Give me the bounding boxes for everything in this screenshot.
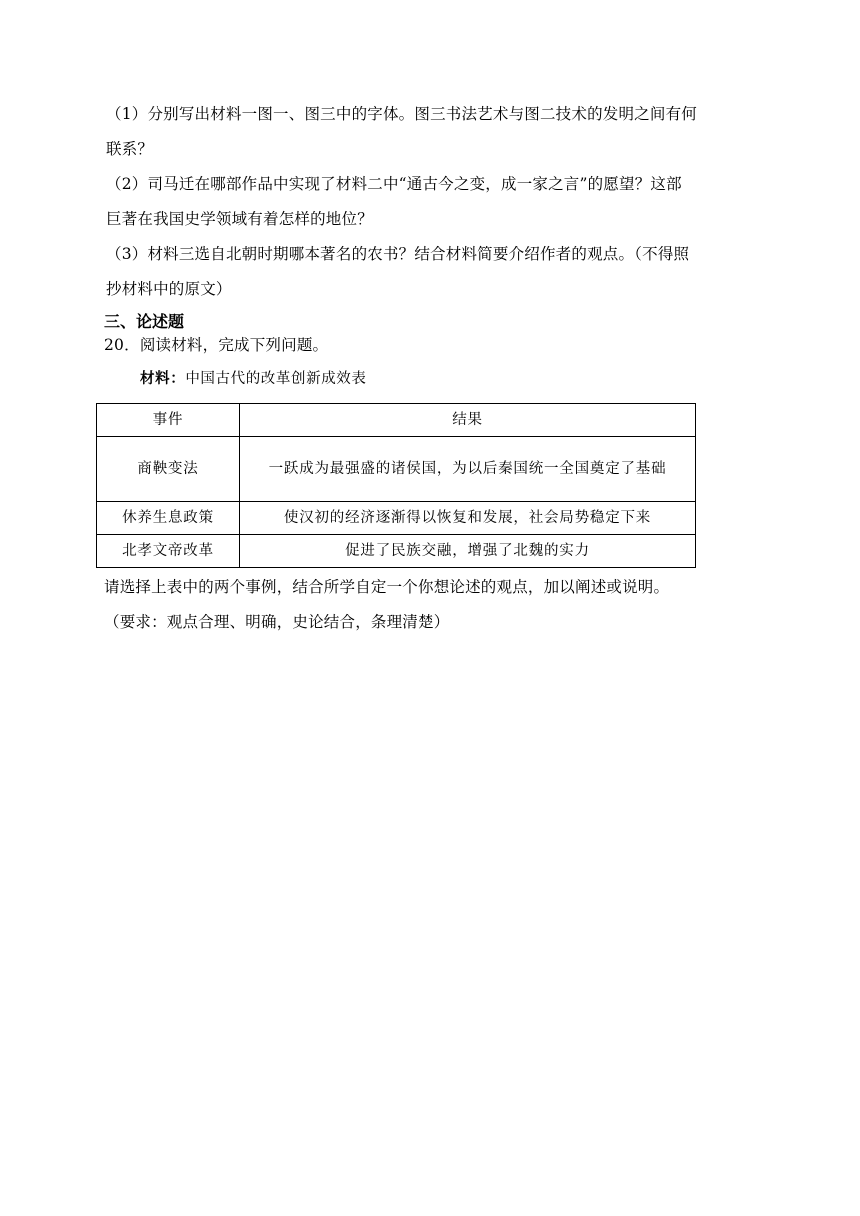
table-row — [97, 437, 696, 502]
question-20-prompt: 请选择上表中的两个事例，结合所学自定一个你想论述的观点，加以阐述或说明。 — [104, 578, 670, 596]
table-cell-result: 促进了民族交融，增强了北魏的实力 — [240, 535, 696, 568]
table-cell-event: 北孝文帝改革 — [97, 535, 240, 568]
material-caption-label: 材料： — [140, 370, 186, 387]
table-row — [97, 502, 696, 535]
table-header-event: 事件 — [97, 404, 240, 437]
section-title: 三、论述题 — [104, 312, 185, 331]
material-caption-text: 中国古代的改革创新成效表 — [185, 371, 367, 387]
table-cell-event: 休养生息政策 — [97, 502, 240, 535]
reform-table — [96, 403, 696, 568]
question-2-text-cont: 巨著在我国史学领域有着怎样的地位？ — [106, 210, 373, 228]
table-row — [97, 535, 696, 568]
table-cell-result: 一跃成为最强盛的诸侯国，为以后秦国统一全国奠定了基础 — [240, 437, 696, 502]
question-1-text: （1）分别写出材料一图一、图三中的字体。图三书法艺术与图二技术的发明之间有何 — [106, 105, 697, 123]
question-3-text-cont: 抄材料中的原文） — [106, 280, 232, 298]
question-2-text: （2）司马迁在哪部作品中实现了材料二中“通古今之变，成一家之言”的愿望？这部 — [106, 175, 682, 193]
question-1-text-cont: 联系？ — [106, 140, 154, 158]
question-20-intro: 20．阅读材料，完成下列问题。 — [104, 336, 329, 354]
material-caption — [140, 368, 367, 390]
table-cell-event: 商鞅变法 — [97, 437, 240, 502]
question-20-requirement: （要求：观点合理、明确，史论结合，条理清楚） — [104, 613, 450, 631]
table-header-result: 结果 — [240, 404, 696, 437]
table-cell-result: 使汉初的经济逐渐得以恢复和发展，社会局势稳定下来 — [240, 502, 696, 535]
question-3-text: （3）材料三选自北朝时期哪本著名的农书？结合材料简要介绍作者的观点。（不得照 — [106, 245, 690, 263]
table-header-row — [97, 404, 696, 437]
